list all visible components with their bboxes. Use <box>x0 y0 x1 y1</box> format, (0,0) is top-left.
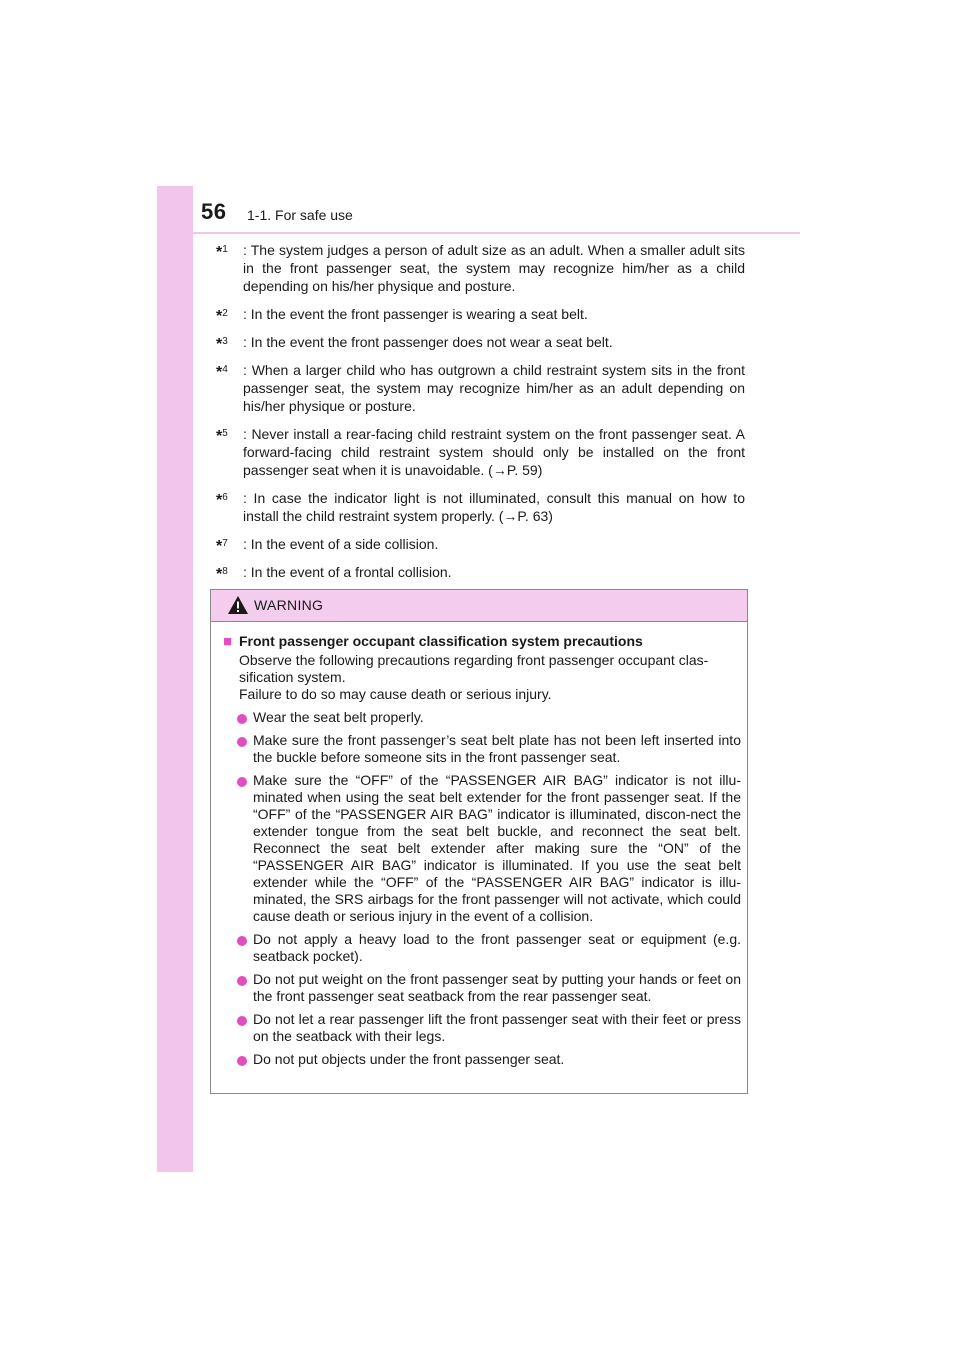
footnote-1 <box>216 241 745 295</box>
footnote-text: : In the event of a side collision. <box>243 536 439 552</box>
bullet-dot-icon <box>237 737 247 747</box>
warning-item: Wear the seat belt properly. <box>223 709 741 726</box>
section-title: 1-1. For safe use <box>247 207 353 223</box>
warning-label: WARNING <box>254 597 324 613</box>
warning-body <box>211 622 747 1068</box>
bullet-dot-icon <box>237 714 247 724</box>
warning-intro-line: Observe the following precautions regarding front passenger occupant clas-sification system. <box>239 652 709 685</box>
footnotes-list <box>216 241 745 591</box>
footnote-6 <box>216 489 745 525</box>
warning-header <box>211 590 747 622</box>
footnote-8 <box>216 563 745 581</box>
bullet-dot-icon <box>237 936 247 946</box>
bullet-dot-icon <box>237 1016 247 1026</box>
footnote-7 <box>216 535 745 553</box>
warning-intro <box>239 652 741 703</box>
footnote-marker: *$^7$ <box>216 538 228 555</box>
footnote-5 <box>216 425 745 479</box>
footnote-text: : Never install a rear-facing child restraint system on the front passenger seat. A forward-facing child restraint system should only be installed on the front passenger seat when it is unavoidable. (→P. 59) <box>243 426 745 478</box>
warning-item: Make sure the front passenger’s seat belt plate has not been left inserted into the buckle before someone sits in the front passenger seat. <box>223 732 741 766</box>
warning-item: Do not put weight on the front passenger seat by putting your hands or feet on the front passenger seat seatback from the rear passenger seat. <box>223 971 741 1005</box>
bullet-dot-icon <box>237 976 247 986</box>
footnote-marker: *$^1$ <box>216 244 228 261</box>
warning-title: ■ Front passenger occupant classification system precautions <box>223 633 643 650</box>
footnote-marker: *$^2$ <box>216 308 228 325</box>
footnote-3 <box>216 333 745 351</box>
warning-item: Do not apply a heavy load to the front passenger seat or equipment (e.g. seatback pocket). <box>223 931 741 965</box>
chapter-tab-bar <box>157 186 193 1172</box>
page-number: 56 <box>201 199 227 224</box>
footnote-text: : In the event the front passenger is wearing a seat belt. <box>243 306 588 322</box>
bullet-dot-icon <box>237 777 247 787</box>
footnote-2 <box>216 305 745 323</box>
bullet-dot-icon <box>237 1056 247 1066</box>
footnote-4 <box>216 361 745 415</box>
footnote-text: : When a larger child who has outgrown a child restraint system sits in the front passenger seat, the system may recognize him/her as an adult depending on his/her physique or posture. <box>243 362 745 414</box>
footnote-text: : In the event the front passenger does not wear a seat belt. <box>243 334 613 350</box>
warning-item: Do not let a rear passenger lift the front passenger seat with their feet or press on the seatback with their legs. <box>223 1011 741 1045</box>
footnote-marker: *$^8$ <box>216 566 228 583</box>
footnote-marker: *$^4$ <box>216 364 228 381</box>
warning-item: Do not put objects under the front passenger seat. <box>223 1051 741 1068</box>
square-bullet-icon: ■ <box>223 633 233 650</box>
footnote-text: : In the event of a frontal collision. <box>243 564 452 580</box>
header-rule <box>192 232 800 234</box>
warning-item: Make sure the “OFF” of the “PASSENGER AIR BAG” indicator is not illu-minated when using the seat belt extender for the front passenger seat. If the “OFF” of the “PASSENGER AIR BAG” indicator is illuminated, discon-nect the extender tongue from the seat belt buckle, and reconnect the seat belt. Reconnect the seat belt extender after making sure the “ON” of the “PASSENGER AIR BAG” indicator is illuminated. If you use the seat belt extender while the “OFF” of the “PASSENGER AIR BAG” indicator is illu-minated, the SRS airbags for the front passenger will not activate, which could cause death or serious injury in the event of a collision. <box>223 772 741 925</box>
footnote-text: : The system judges a person of adult size as an adult. When a smaller adult sits in the front passenger seat, the system may recognize him/her as a child depending on his/her physique and posture. <box>243 242 745 294</box>
warning-box <box>210 589 748 1094</box>
warning-triangle-icon <box>227 595 249 615</box>
footnote-marker: *$^3$ <box>216 336 228 353</box>
footnote-marker: *$^6$ <box>216 492 228 509</box>
warning-intro-line: Failure to do so may cause death or serious injury. <box>239 686 552 702</box>
footnote-marker: *$^5$ <box>216 428 228 445</box>
footnote-text: : In case the indicator light is not illuminated, consult this manual on how to install the child restraint system properly. (→P. 63) <box>243 490 745 524</box>
